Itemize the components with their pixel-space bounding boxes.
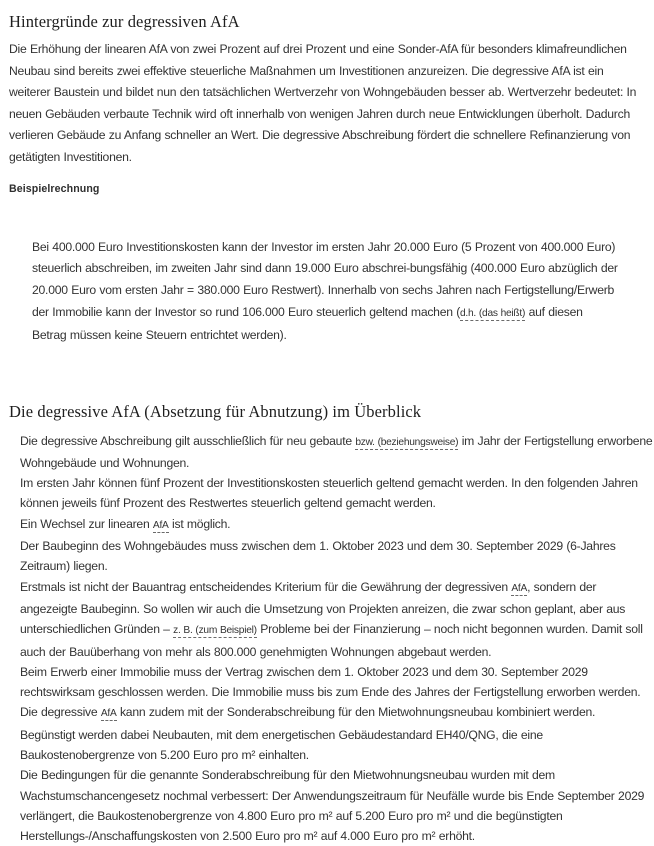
example-label: Beispielrechnung [9,182,100,195]
text-run: ist möglich. [168,516,231,531]
text-run: Beim Erwerb einer Immobilie muss der Vertrag zwischen dem 1. Oktober 2023 und dem 30. September 2029 rechtswirksam geschlossen werden. Die Immobilie muss bis zum Ende des Jahres der Fertigstellung erworben werden. [20,664,641,700]
text-run: Die Bedingungen für die genannte Sonderabschreibung für den Mietwohnungsneubau wurden mit dem Wachstumschancengesetz nochmal verbessert: Der Anwendungszeitraum für Neufälle wurde bis Ende September 2029 verlängert, die Baukostenobergrenze von 4.800 Euro pro m² auf 5.200 Euro pro m² und die begünstigten Herstellungs-/Anschaffungskosten von 2.500 Euro pro m² auf 4.000 Euro pro m² erhöht. [20,768,645,844]
abbreviation-annotation: bzw. (beziehungsweise) [355,436,459,448]
overview-item [20,473,653,514]
abbreviation-annotation: AfA [152,519,169,531]
text-run: Die degressive [20,705,101,720]
overview-item [20,514,653,536]
overview-item [20,702,653,765]
text-run: Ein Wechsel zur linearen [20,516,153,531]
overview-item [20,577,653,662]
overview-item [20,662,653,703]
overview-item [20,431,653,474]
text-run: Im ersten Jahr können fünf Prozent der Investitionskosten steuerlich geltend gemacht werden. In den folgenden Jahren können jeweils fünf Prozent des Restwertes steuerlich geltend gemacht werden. [20,476,638,511]
text-run: Probleme bei der Finanzierung – noch nicht begonnen wurden. Damit soll auch der Bauüberhang von mehr als 800.000 genehmigten Wohnungen abgebaut werden. [20,622,643,659]
overview-item [20,536,653,577]
text-run: Der Baubeginn des Wohngebäudes muss zwischen dem 1. Oktober 2023 und dem 30. September 2029 (6-Jahres Zeitraum) liegen. [20,539,616,574]
text-run: , sondern der angezeigte Baubeginn. So wollen wir auch die Umsetzung von Projekten anreizen, die zwar schon geplant, aber aus unterschiedlichen Gründen – [20,579,626,637]
abbreviation-annotation: d.h. (das heißt) [460,307,526,319]
abbreviation-annotation: AfA [511,582,528,594]
overview-item [20,765,653,846]
abbreviation-annotation: z. B. (zum Beispiel) [173,625,257,637]
text-run: kann zudem mit der Sonderabschreibung für den Mietwohnungsneubau kombiniert werden. Begünstigt werden dabei Neubauten, mit dem energetischen Gebäudestandard EH40/QNG, die eine Baukostenobergrenze von 5.200 Euro pro m² einhalten. [20,705,596,762]
overview-list [20,431,653,846]
text-run: auf diesen Betrag müssen keine Steuern entrichtet werden). [32,304,583,342]
overview-heading: Die degressive AfA (Absetzung für Abnutzung) im Überblick [9,401,422,421]
text-run: Bei 400.000 Euro Investitionskosten kann der Investor im ersten Jahr 20.000 Euro (5 Prozent von 400.000 Euro) steuerlich abschreiben, im zweiten Jahr sind dann 19.000 Euro abschrei-bungsfähig (400.000 Euro abzüglich der 20.000 Euro vom ersten Jahr = 380.000 Euro Restwert). Innerhalb von sechs Jahren nach Fertigstellung/Erwerb der Immobilie kann der Investor so rund 106.000 Euro steuerlich geltend machen ( [32,239,618,319]
page-title: Hintergründe zur degressiven AfA [9,12,240,31]
text-run: Die Erhöhung der linearen AfA von zwei Prozent auf drei Prozent und eine Sonder-AfA für besonders klimafreundlichen Neubau sind bereits zwei effektive steuerliche Maßnahmen um Investitionen anzureizen. Die degressive AfA ist ein weiterer Baustein und bildet nun den tatsächlichen Wertverzehr von Wohngebäuden besser ab. Wertverzehr bedeutet: In neuen Gebäuden verbaute Technik wird oft innerhalb von wenigen Jahren durch neue Entwicklungen überholt. Dadurch verlieren Gebäude zu Anfang schneller an Wert. Die degressive Abschreibung fördert die schnellere Refinanzierung von getätigten Investitionen. [9,42,637,164]
text-run: Erstmals ist nicht der Bauantrag entscheidendes Kriterium für die Gewährung der degressiven [20,579,512,594]
text-run: Die degressive Abschreibung gilt ausschließlich für neu gebaute [20,433,356,448]
intro-paragraph [9,39,647,169]
example-paragraph [32,237,619,347]
text-run: im Jahr der Fertigstellung erworbene Wohngebäude und Wohnungen. [20,433,653,470]
abbreviation-annotation: AfA [100,708,117,720]
